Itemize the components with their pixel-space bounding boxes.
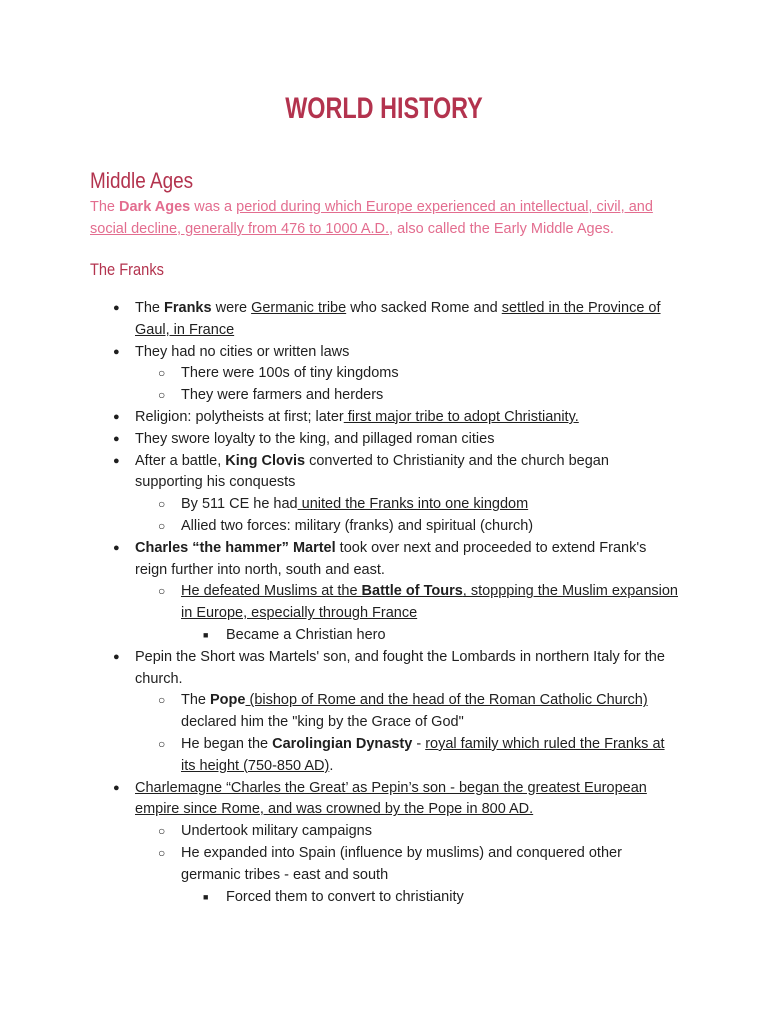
text-run: Allied two forces: military (franks) and spiritual (church) xyxy=(181,517,534,534)
list-item xyxy=(0,298,768,342)
bullet-marker: ○ xyxy=(158,584,166,599)
document-title: WORLD HISTORY xyxy=(285,92,483,125)
list-item xyxy=(0,538,768,582)
text-run: Undertook military campaigns xyxy=(181,823,372,840)
list-item xyxy=(0,690,768,734)
underlined-text: royal family which ruled the Franks at its height (750-850 AD) xyxy=(181,735,665,774)
list-item xyxy=(0,342,768,364)
text-run: There were 100s of tiny kingdoms xyxy=(181,365,399,382)
bullet-marker: ○ xyxy=(158,693,166,708)
bullet-marker: ● xyxy=(113,650,120,663)
text-run: - xyxy=(412,735,426,752)
text-run: Became a Christian hero xyxy=(226,626,386,643)
text-run: Religion: polytheists at first; later xyxy=(135,408,344,425)
list-item xyxy=(0,407,768,429)
bold-text: Franks xyxy=(164,300,212,316)
bullet-list xyxy=(0,298,768,908)
intro-text: , also called the Early Middle Ages. xyxy=(389,221,614,237)
intro-text: was a xyxy=(190,199,237,215)
text-run: The xyxy=(181,692,211,709)
bullet-marker: ■ xyxy=(203,629,209,640)
bullet-marker: ● xyxy=(113,302,120,314)
bold-text: King Clovis xyxy=(225,452,306,469)
bold-text: Carolingian Dynasty xyxy=(272,735,413,752)
text-run: . xyxy=(329,757,334,774)
bold-text: Charles “the hammer” Martel xyxy=(135,539,336,556)
text-run: Pepin the Short was Martels' son, and fought the Lombards in northern Italy for the church. xyxy=(135,648,665,687)
text-run: After a battle, xyxy=(135,452,226,469)
bullet-marker: ● xyxy=(113,454,120,467)
text-run: They had no cities or written laws xyxy=(135,343,350,360)
text-run: Forced them to convert to christianity xyxy=(226,888,464,905)
list-item xyxy=(0,734,768,778)
bullet-marker: ○ xyxy=(158,736,166,751)
text-run: He defeated Muslims at the xyxy=(181,583,362,600)
text-run: The xyxy=(135,300,165,316)
section-heading: Middle Ages xyxy=(90,168,194,193)
bullet-marker: ○ xyxy=(158,824,166,839)
underlined-text: settled in the Province of Gaul, in France xyxy=(135,300,661,338)
list-item xyxy=(0,887,768,909)
bullet-marker: ○ xyxy=(158,497,166,512)
list-item xyxy=(0,429,768,451)
bullet-marker: ○ xyxy=(158,388,166,403)
list-item xyxy=(0,625,768,647)
text-run: By 511 CE he had xyxy=(181,496,298,513)
intro-text: The xyxy=(90,199,120,215)
bold-text: Pope xyxy=(210,692,246,709)
text-run: who sacked Rome and xyxy=(346,300,502,316)
text-run: converted to Christianity and the church began supporting his conquests xyxy=(135,452,609,491)
underlined-text xyxy=(181,583,678,621)
list-item xyxy=(0,821,768,843)
list-item xyxy=(0,778,768,822)
list-item xyxy=(0,494,768,516)
list-item xyxy=(0,581,768,625)
underlined-text: united the Franks into one kingdom xyxy=(297,496,529,513)
bullet-marker: ○ xyxy=(158,366,166,381)
bullet-marker: ● xyxy=(113,781,120,794)
list-item xyxy=(0,451,768,495)
list-item xyxy=(0,385,768,407)
list-item xyxy=(0,843,768,887)
intro-term: Dark Ages xyxy=(119,199,191,215)
underlined-text: Charlemagne “Charles the Great’ as Pepin’s son - began the greatest European empire since Rome, and was crowned by the Pope in 800 AD. xyxy=(135,779,647,818)
text-run: took over next and proceeded to extend Frank's reign further into north, south and east. xyxy=(135,539,647,578)
list-item xyxy=(0,647,768,691)
bullet-marker: ○ xyxy=(158,845,166,860)
bullet-marker: ● xyxy=(113,432,120,445)
bullet-marker: ○ xyxy=(158,518,166,533)
text-run: declared him the "king by the Grace of God" xyxy=(181,714,464,731)
bullet-marker: ● xyxy=(113,410,120,423)
bullet-marker: ● xyxy=(113,541,120,554)
underlined-text: Germanic tribe xyxy=(251,300,347,316)
list-item xyxy=(0,363,768,385)
bullet-marker: ■ xyxy=(203,891,209,902)
subsection-heading: The Franks xyxy=(90,260,164,279)
text-run: He began the xyxy=(181,735,273,752)
text-run: They swore loyalty to the king, and pillaged roman cities xyxy=(135,430,495,447)
text-run: They were farmers and herders xyxy=(181,387,384,404)
underlined-text: first major tribe to adopt Christianity. xyxy=(343,408,579,425)
bullet-marker: ● xyxy=(113,345,120,358)
underlined-text: (bishop of Rome and the head of the Roman Catholic Church) xyxy=(245,692,648,709)
list-item xyxy=(0,516,768,538)
intro-definition: period during which Europe experienced an intellectual, civil, and social decline, generally from 476 to 1000 A.D. xyxy=(90,199,653,237)
bold-text: Battle of Tours xyxy=(361,583,463,600)
text-run: were xyxy=(211,300,252,316)
intro-paragraph xyxy=(90,196,690,240)
text-run: , stoppping the Muslim expansion in Europe, especially through France xyxy=(181,583,678,622)
text-run: He expanded into Spain (influence by muslims) and conquered other germanic tribes - east and south xyxy=(181,844,622,883)
